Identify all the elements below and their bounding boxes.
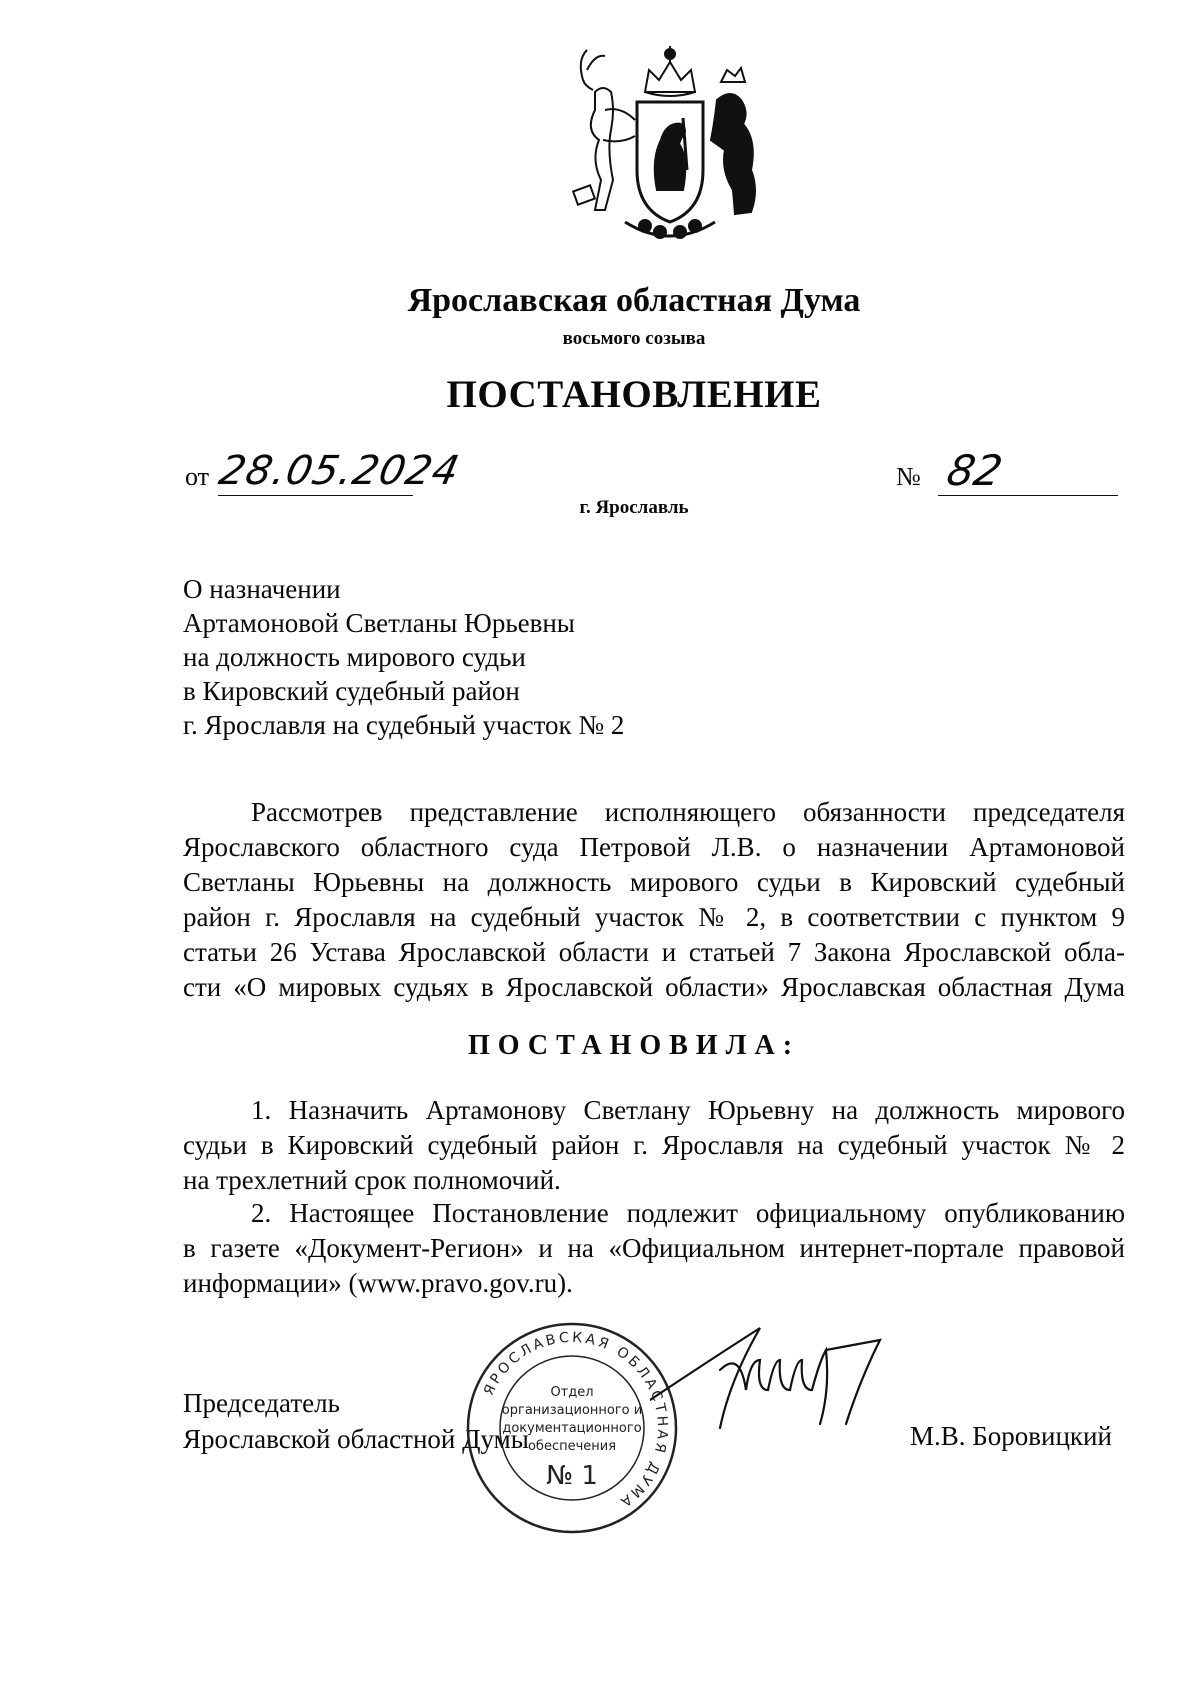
- stamp-inner-line: документационного: [502, 1421, 642, 1436]
- subject-line: О назначении: [183, 574, 341, 604]
- number-prefix: №: [896, 462, 921, 491]
- item-line: информации» (www.pravo.gov.ru).: [183, 1268, 573, 1298]
- item-line: в газете «Документ-Регион» и на «Официальном интернет-портале правовой: [183, 1233, 1125, 1263]
- document-type-title: ПОСТАНОВЛЕНИЕ: [446, 373, 822, 416]
- item-line: 2. Настоящее Постановление подлежит официальному опубликованию: [251, 1198, 1125, 1228]
- handwritten-signature: [650, 1320, 920, 1430]
- stamp-number: № 1: [546, 1461, 598, 1491]
- stamp-inner-line: организационного и: [501, 1403, 643, 1418]
- position-line: Ярославской областной Думы: [183, 1424, 529, 1454]
- stamp-ring-text: ЯРОСЛАВСКАЯ ОБЛАСТНАЯ ДУМА: [480, 1329, 671, 1512]
- date-underline: [218, 495, 413, 496]
- subject-line: на должность мирового судьи: [183, 642, 526, 672]
- preamble-line: Ярославского областного суда Петровой Л.В. о назначении Артамоновой: [183, 832, 1125, 862]
- handwritten-date: 28.05.2024: [215, 448, 464, 494]
- preamble-line: район г. Ярославля на судебный участок № 2, в соответствии с пунктом 9: [183, 902, 1125, 932]
- stamp-inner-line: обеспечения: [527, 1439, 617, 1454]
- resolution-item-1: [183, 1093, 1125, 1198]
- document-subject: [183, 572, 624, 742]
- preamble-line: сти «О мировых судьях в Ярославской области» Ярославская областная Дума: [183, 972, 1125, 1002]
- handwritten-number: 82: [942, 446, 1007, 495]
- resolution-item-2: [183, 1196, 1125, 1301]
- subject-line: в Кировский судебный район: [183, 676, 520, 706]
- item-line: на трехлетний срок полномочий.: [183, 1165, 561, 1195]
- subject-line: Артамоновой Светланы Юрьевны: [183, 608, 575, 638]
- resolved-heading: ПОСТАНОВИЛА:: [467, 1030, 801, 1061]
- stamp-inner-line: Отдел: [550, 1385, 594, 1400]
- item-line: судьи в Кировский судебный район г. Ярославля на судебный участок № 2: [183, 1130, 1125, 1160]
- city-line: г. Ярославль: [579, 497, 689, 518]
- preamble-line: Рассмотрев представление исполняющего обязанности председателя: [251, 797, 1125, 827]
- organization-title: Ярославская областная Дума: [407, 282, 861, 319]
- preamble-line: Светланы Юрьевны на должность мирового судьи в Кировский судебный: [183, 867, 1125, 897]
- coat-of-arms-emblem: [565, 40, 775, 245]
- date-prefix: от: [185, 462, 210, 491]
- position-line: Председатель: [183, 1388, 340, 1418]
- convocation-subtitle: восьмого созыва: [562, 328, 706, 349]
- preamble-line: статьи 26 Устава Ярославской области и статьей 7 Закона Ярославской обла-: [183, 937, 1125, 967]
- preamble-paragraph: [183, 795, 1125, 1005]
- official-stamp: [462, 1318, 682, 1538]
- signatory-name: М.В. Боровицкий: [910, 1421, 1112, 1451]
- item-line: 1. Назначить Артамонову Светлану Юрьевну на должность мирового: [251, 1095, 1125, 1125]
- subject-line: г. Ярославля на судебный участок № 2: [183, 710, 625, 740]
- number-underline: [938, 495, 1118, 496]
